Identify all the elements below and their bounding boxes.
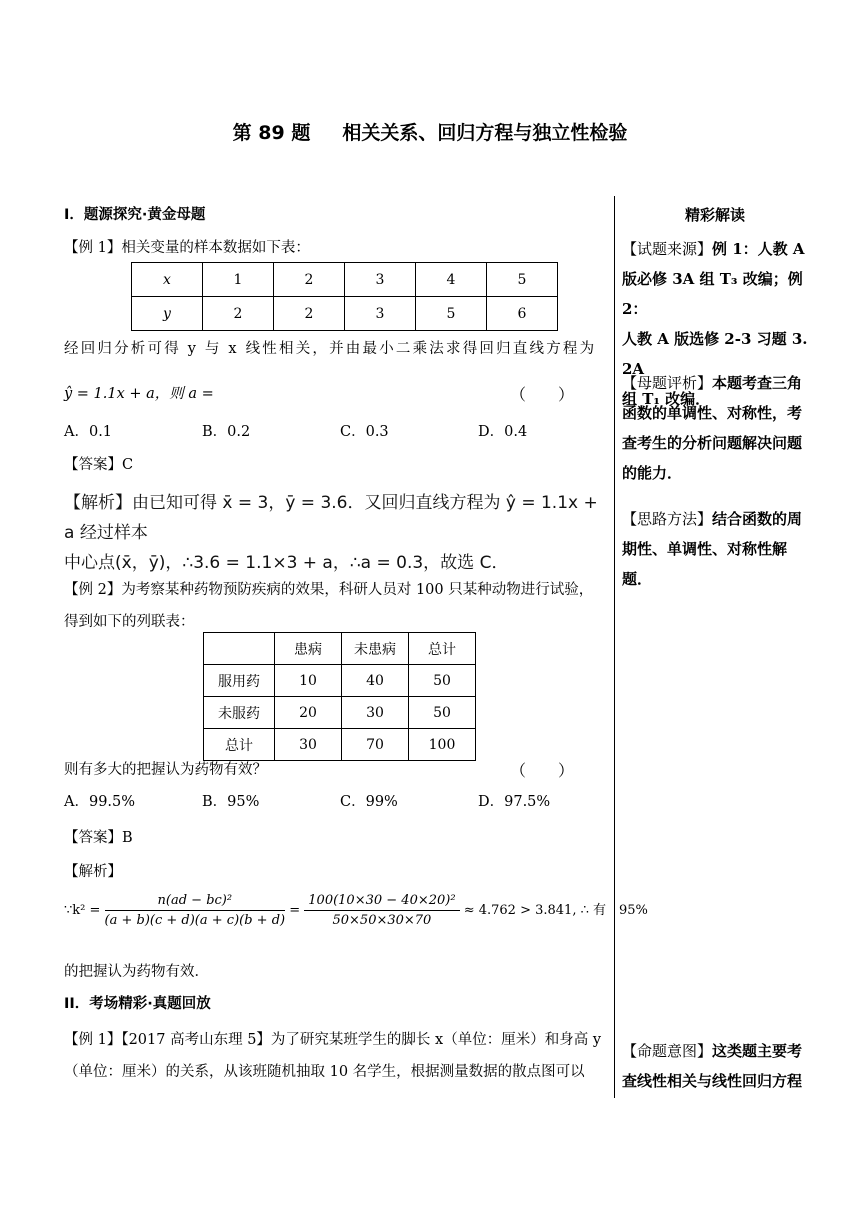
table-cell: 30 (342, 697, 409, 729)
table-cell: 70 (342, 729, 409, 761)
review-label: 【母题评析】 (622, 374, 713, 392)
formula-tail: ≈ 4.762 > 3.841, ∴ 有 95% (463, 903, 648, 918)
intent-label: 【命题意图】 (622, 1042, 713, 1060)
table-cell: 40 (342, 665, 409, 697)
review-line: 查考生的分析问题解决问题 (622, 434, 803, 452)
option-c: C．99% (340, 794, 398, 810)
table-cell: 5 (416, 297, 487, 331)
answer-parentheses: （ ） (510, 761, 575, 780)
example2-conclusion: 的把握认为药物有效． (64, 964, 209, 980)
example1-answer: 【答案】C (64, 457, 134, 473)
example1-analysis (64, 488, 608, 573)
section1-heading: I．题源探究·黄金母题 (64, 207, 206, 223)
table-cell: 50 (409, 665, 476, 697)
table-cell: 3 (345, 263, 416, 297)
sidebar-heading: 精彩解读 (684, 206, 745, 224)
sidebar-intent (622, 1036, 812, 1096)
table-cell: 50 (409, 697, 476, 729)
example2-answer: 【答案】B (64, 830, 133, 846)
table-cell: 总计 (409, 633, 476, 665)
source-line: 人教 A 版选修 2-3 习题 3. 2A (622, 330, 808, 378)
formula-fraction-1 (105, 893, 286, 928)
analysis-line-1: 【解析】由已知可得 x̄ = 3，ȳ = 3.6．又回归直线方程为 ŷ = 1.1x + a 经过样本 (64, 493, 598, 543)
table-cell: 10 (275, 665, 342, 697)
source-line: 版必修 3A 组 T₃ 改编；例 2： (622, 270, 803, 318)
column-divider (614, 196, 615, 1098)
table-cell (204, 633, 275, 665)
section2-text-1: 【例 1】【2017 高考山东理 5】为了研究某班学生的脚长 x（单位：厘米）和身高 y (64, 1032, 602, 1048)
example1-options (64, 420, 616, 441)
option-b: B．0.2 (202, 424, 251, 440)
example1-intro: 【例 1】相关变量的样本数据如下表： (64, 240, 310, 256)
review-line: 函数的单调性、对称性，考 (622, 404, 803, 422)
problem-number: 第 89 题 (232, 122, 311, 144)
formula-fraction-2 (304, 893, 459, 928)
table-cell: 患病 (275, 633, 342, 665)
sidebar-method (622, 504, 812, 594)
table-cell: 4 (416, 263, 487, 297)
section2-text-2: （单位：厘米）的关系，从该班随机抽取 10 名学生，根据测量数据的散点图可以 (64, 1064, 585, 1080)
table-cell: 未服药 (204, 697, 275, 729)
regression-equation: ŷ = 1.1x + a，则 a = (64, 386, 214, 402)
option-a: A．99.5% (64, 794, 136, 810)
example2-options (64, 790, 616, 811)
table-cell: 2 (274, 297, 345, 331)
analysis-line-2: 中心点(x̄，ȳ)，∴3.6 = 1.1×3 + a，∴a = 0.3，故选 C． (64, 553, 509, 573)
example1-text: 经回归分析可得 y 与 x 线性相关，并由最小二乘法求得回归直线方程为 (64, 341, 597, 357)
problem-topic: 相关关系、回归方程与独立性检验 (342, 122, 628, 144)
contingency-table (203, 632, 476, 761)
review-line: 本题考查三角 (712, 374, 803, 392)
table-cell: 未患病 (342, 633, 409, 665)
example2-analysis-label: 【解析】 (64, 864, 122, 880)
table-cell: 100 (409, 729, 476, 761)
table-cell: 服用药 (204, 665, 275, 697)
example2-intro-2: 得到如下的列联表： (64, 614, 195, 630)
review-line: 的能力． (622, 464, 683, 482)
example2-intro-1: 【例 2】为考察某种药物预防疾病的效果，科研人员对 100 只某种动物进行试验， (64, 582, 594, 598)
option-d: D．97.5% (478, 794, 551, 810)
table-cell: 20 (275, 697, 342, 729)
table-cell: 6 (487, 297, 558, 331)
table-cell: 2 (203, 297, 274, 331)
option-d: D．0.4 (478, 424, 528, 440)
source-label: 【试题来源】 (622, 240, 713, 258)
option-b: B．95% (202, 794, 260, 810)
table-cell: y (132, 297, 203, 331)
table-header-row (204, 633, 476, 665)
table-cell: 1 (203, 263, 274, 297)
page-title (0, 118, 860, 145)
source-line: 例 1：人教 A (712, 240, 805, 258)
option-c: C．0.3 (340, 424, 389, 440)
watermark (74, 506, 130, 536)
method-line: 期性、单调性、对称性解题． (622, 540, 788, 588)
method-line: 结合函数的周 (712, 510, 803, 528)
option-a: A．0.1 (64, 424, 113, 440)
table-cell: 30 (275, 729, 342, 761)
fraction-numerator: n(ad − bc)² (105, 893, 286, 911)
table-cell: x (132, 263, 203, 297)
table-row (132, 263, 558, 297)
table-row (132, 297, 558, 331)
table-cell: 2 (274, 263, 345, 297)
formula-equals: = (289, 903, 301, 918)
fraction-denominator: (a + b)(c + d)(a + c)(b + d) (104, 913, 286, 928)
sample-data-table (131, 262, 558, 331)
fraction-denominator: 50×50×30×70 (332, 913, 432, 928)
intent-line: 这类题主要考 (712, 1042, 803, 1060)
example2-question: 则有多大的把握认为药物有效？ (64, 762, 267, 778)
table-row (204, 665, 476, 697)
source-line: 组 T₁ 改编． (622, 390, 711, 408)
chi-square-formula (64, 893, 648, 928)
table-cell: 3 (345, 297, 416, 331)
table-cell: 总计 (204, 729, 275, 761)
table-row (204, 697, 476, 729)
sidebar-review (622, 368, 812, 488)
answer-parentheses: （ ） (510, 385, 575, 404)
table-row (204, 729, 476, 761)
fraction-numerator: 100(10×30 − 40×20)² (304, 893, 459, 911)
intent-line: 查线性相关与线性回归方程 (622, 1072, 803, 1090)
section2-heading: II．考场精彩·真题回放 (64, 996, 211, 1012)
formula-lead: ∵k² = (64, 903, 101, 918)
table-cell: 5 (487, 263, 558, 297)
method-label: 【思路方法】 (622, 510, 713, 528)
